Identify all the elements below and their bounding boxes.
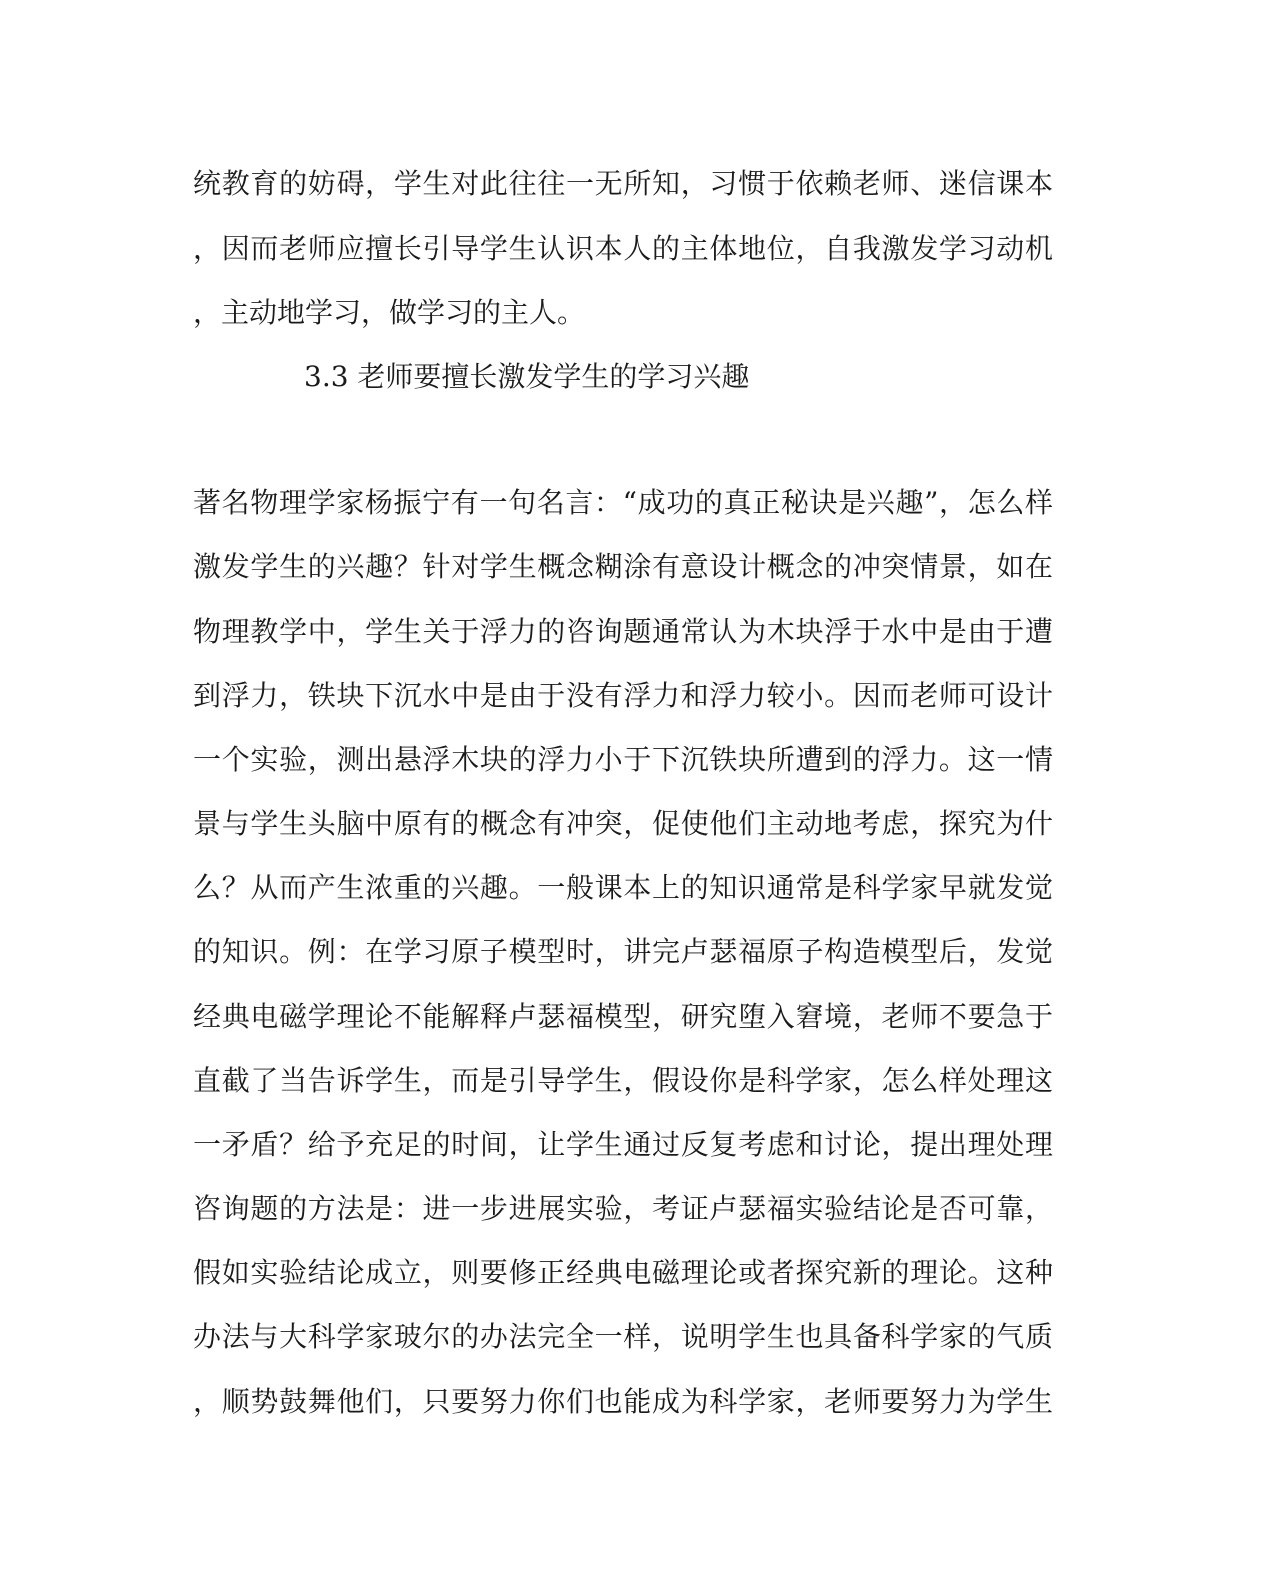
paragraph-line: 统教育的妨碍，学生对此往往一无所知，习惯于依赖老师、迷信课本 (193, 167, 1053, 200)
paragraph-line: 到浮力，铁块下沉水中是由于没有浮力和浮力较小。因而老师可设计 (193, 679, 1053, 712)
paragraph-line: 假如实验结论成立，则要修正经典电磁理论或者探究新的理论。这种 (193, 1256, 1053, 1289)
paragraph-line: 景与学生头脑中原有的概念有冲突，促使他们主动地考虑，探究为什 (193, 807, 1053, 840)
paragraph-line: 物理教学中，学生关于浮力的咨询题通常认为木块浮于水中是由于遭 (193, 615, 1053, 648)
paragraph-line: 直截了当告诉学生，而是引导学生，假设你是科学家，怎么样处理这 (193, 1064, 1053, 1097)
paragraph-line: 著名物理学家杨振宁有一句名言：“成功的真正秘诀是兴趣”，怎么样 (193, 486, 1053, 519)
paragraph-line: 的知识。例：在学习原子模型时，讲完卢瑟福原子构造模型后，发觉 (193, 935, 1053, 968)
paragraph-line: 咨询题的方法是：进一步进展实验，考证卢瑟福实验结论是否可靠， (193, 1192, 1053, 1225)
paragraph-line: 么？从而产生浓重的兴趣。一般课本上的知识通常是科学家早就发觉 (193, 871, 1053, 904)
paragraph-line: 激发学生的兴趣？针对学生概念糊涂有意设计概念的冲突情景，如在 (193, 550, 1053, 583)
section-heading: 3.3 老师要擅长激发学生的学习兴趣 (304, 360, 750, 393)
paragraph-line: ，主动地学习，做学习的主人。 (193, 296, 586, 329)
paragraph-line: ，因而老师应擅长引导学生认识本人的主体地位，自我激发学习动机 (193, 232, 1053, 265)
paragraph-line: ，顺势鼓舞他们，只要努力你们也能成为科学家，老师要努力为学生 (193, 1385, 1053, 1418)
paragraph-line: 一个实验，测出悬浮木块的浮力小于下沉铁块所遭到的浮力。这一情 (193, 743, 1053, 776)
paragraph-line: 经典电磁学理论不能解释卢瑟福模型，研究堕入窘境，老师不要急于 (193, 1000, 1053, 1033)
paragraph-line: 办法与大科学家玻尔的办法完全一样，说明学生也具备科学家的气质 (193, 1320, 1053, 1353)
paragraph-line: 一矛盾？给予充足的时间，让学生通过反复考虑和讨论，提出理处理 (193, 1128, 1053, 1161)
